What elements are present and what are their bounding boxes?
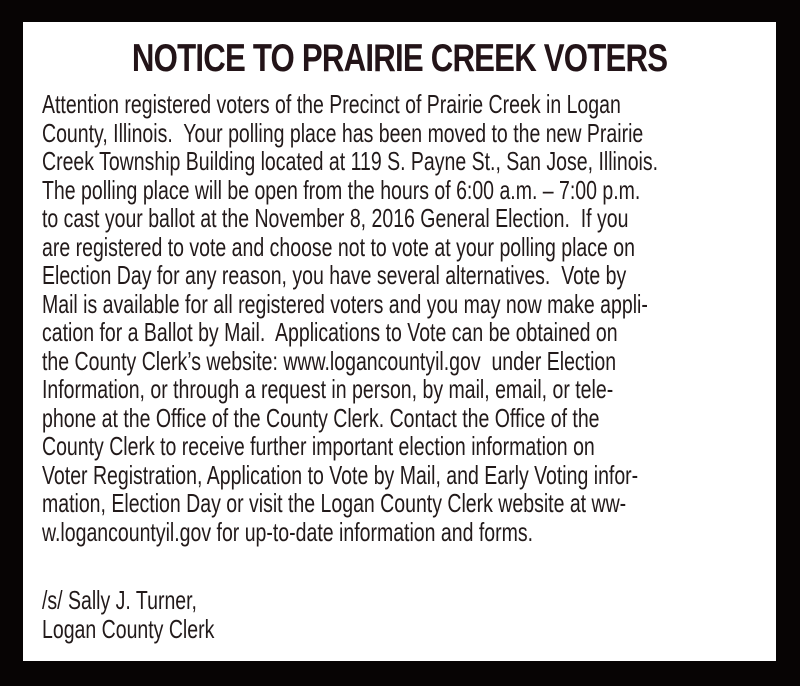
body-line: Attention registered voters of the Precinct of Prairie Creek in Logan <box>42 89 621 119</box>
body-line: Creek Township Building located at 119 S. Payne St., San Jose, Illinois. <box>42 146 659 176</box>
body-line: phone at the Office of the County Clerk. Contact the Office of the <box>42 402 600 433</box>
body-line: w.logancountyil.gov for up-to-date information and forms. <box>42 516 534 547</box>
body-line: the County Clerk’s website: www.logancountyil.gov under Election <box>42 345 617 376</box>
body-line: are registered to vote and choose not to vote at your polling place on <box>42 231 635 262</box>
body-line: cation for a Ballot by Mail. Applications to Vote can be obtained on <box>42 317 618 347</box>
notice-title: NOTICE TO PRAIRIE CREEK VOTERS <box>131 37 668 80</box>
signature-block <box>23 586 776 643</box>
notice-body <box>23 90 776 546</box>
body-line: mation, Election Day or visit the Logan County Clerk website at ww- <box>42 488 627 518</box>
signature-line: /s/ Sally J. Turner, <box>42 585 197 615</box>
body-line: Election Day for any reason, you have several alternatives. Vote by <box>42 260 627 290</box>
body-line: to cast your ballot at the November 8, 2016 General Election. If you <box>42 203 629 233</box>
body-line: Voter Registration, Application to Vote by Mail, and Early Voting infor- <box>42 459 639 490</box>
body-line: County Clerk to receive further important election information on <box>42 431 595 461</box>
signature-line: Logan County Clerk <box>42 613 215 644</box>
notice-title-row <box>23 36 776 82</box>
notice-paper <box>23 22 776 661</box>
body-line: Mail is available for all registered voters and you may now make appli- <box>42 288 648 319</box>
body-line: The polling place will be open from the hours of 6:00 a.m. – 7:00 p.m. <box>42 174 641 205</box>
body-line: County, Illinois. Your polling place has been moved to the new Prairie <box>42 117 644 148</box>
body-line: Information, or through a request in person, by mail, email, or tele- <box>42 374 614 404</box>
